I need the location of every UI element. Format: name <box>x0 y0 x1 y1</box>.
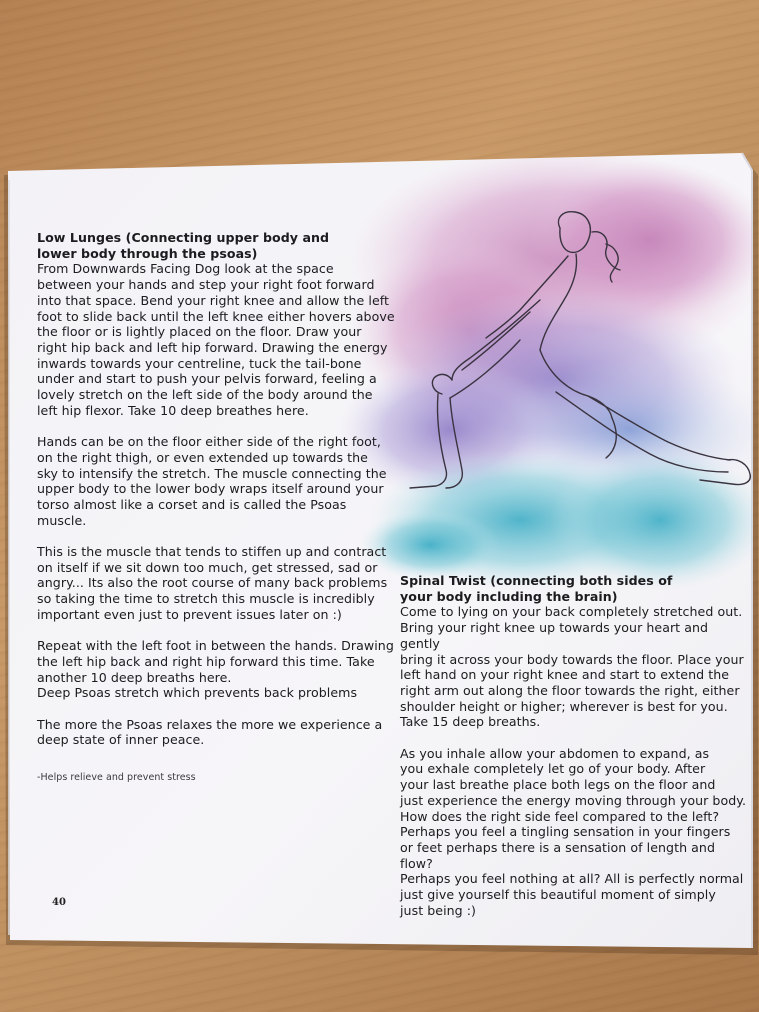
low-lunges-paragraph-4 <box>37 638 397 701</box>
text-line: This is the muscle that tends to stiffen up and contract <box>37 544 387 560</box>
text-line: sky to intensify the stretch. The muscle connecting the <box>37 465 387 481</box>
text-line: into that space. Bend your right knee and allow the left <box>37 292 389 308</box>
text-line: right hip back and left hip forward. Drawing the energy <box>37 339 388 355</box>
spinal-twist-paragraph-2 <box>400 746 750 919</box>
text-line: the left hip back and right hip forward this time. Take <box>37 653 375 669</box>
text-line: The more the Psoas relaxes the more we experience a <box>37 716 383 732</box>
low-lunges-heading-line-2: lower body through the psoas) <box>37 245 258 261</box>
left-column <box>37 230 397 786</box>
text-line: deep state of inner peace. <box>37 732 205 748</box>
text-line: As you inhale allow your abdomen to expand, as <box>400 745 710 761</box>
text-line: you exhale completely let go of your body. After <box>400 761 706 777</box>
text-line: just experience the energy moving through your body. <box>400 792 747 808</box>
spinal-twist-heading-line-1: Spinal Twist (connecting both sides of <box>400 573 673 588</box>
right-column <box>400 573 750 918</box>
text-line: left hand on your right knee and start to extend the <box>400 667 730 683</box>
low-lunges-heading-line-1: Low Lunges (Connecting upper body and <box>37 230 330 245</box>
spinal-twist-paragraph-1 <box>400 604 750 730</box>
text-line: Come to lying on your back completely stretched out. <box>400 604 743 620</box>
text-line: right arm out along the floor towards the right, either <box>400 682 740 698</box>
text-line: just being :) <box>400 902 477 918</box>
text-line: Perhaps you feel nothing at all? All is perfectly normal <box>400 871 744 887</box>
text-line: upper body to the lower body wraps itself around your <box>37 481 384 497</box>
text-line: just give yourself this beautiful moment of simply <box>400 887 716 903</box>
text-line: important even just to prevent issues later on :) <box>37 606 342 622</box>
text-line: your last breathe place both legs on the floor and <box>400 777 716 793</box>
text-line: another 10 deep breaths here. <box>37 669 232 685</box>
text-line: between your hands and step your right foot forward <box>37 277 375 293</box>
text-line: lovely stretch on the left side of the body around the <box>37 387 373 403</box>
text-line: Deep Psoas stretch which prevents back problems <box>37 685 358 701</box>
text-line: Perhaps you feel a tingling sensation in your fingers <box>400 824 731 840</box>
text-line: on the right thigh, or even extended up towards the <box>37 449 368 465</box>
low-lunges-paragraph-5 <box>37 717 397 748</box>
text-line: under and start to push your pelvis forward, feeling a <box>37 371 377 387</box>
text-line: angry... Its also the root course of many back problems <box>37 575 388 591</box>
text-line: From Downwards Facing Dog look at the space <box>37 261 334 277</box>
text-line: foot to slide back until the left knee either hovers above <box>37 308 395 324</box>
text-line: or feet perhaps there is a sensation of length and flow? <box>400 839 715 871</box>
text-line: so taking the time to stretch this muscle is incredibly <box>37 591 375 607</box>
spinal-twist-heading-line-2: your body including the brain) <box>400 588 618 604</box>
text-line: shoulder height or higher; wherever is best for you. <box>400 698 728 714</box>
text-line: How does the right side feel compared to the left? <box>400 808 720 824</box>
text-line: inwards towards your centreline, tuck the tail-bone <box>37 355 362 371</box>
text-line: the floor or is lightly placed on the floor. Draw your <box>37 324 362 340</box>
low-lunges-paragraph-1 <box>37 261 397 418</box>
text-line: bring it across your body towards the floor. Place your <box>400 651 744 667</box>
text-line: Take 15 deep breaths. <box>400 714 541 730</box>
text-line: on itself if we sit down too much, get stressed, sad or <box>37 559 378 575</box>
text-line: left hip flexor. Take 10 deep breathes here. <box>37 402 309 418</box>
page-number: 40 <box>52 897 66 908</box>
low-lunges-paragraph-3 <box>37 544 397 623</box>
text-line: Bring your right knee up towards your heart and gently <box>400 620 709 651</box>
stress-note: -Helps relieve and prevent stress <box>37 772 196 784</box>
text-line: torso almost like a corset and is called the Psoas muscle. <box>37 496 347 528</box>
low-lunges-paragraph-2 <box>37 434 397 528</box>
text-line: Repeat with the left foot in between the hands. Drawing <box>37 638 394 654</box>
text-line: Hands can be on the floor either side of the right foot, <box>37 434 381 450</box>
